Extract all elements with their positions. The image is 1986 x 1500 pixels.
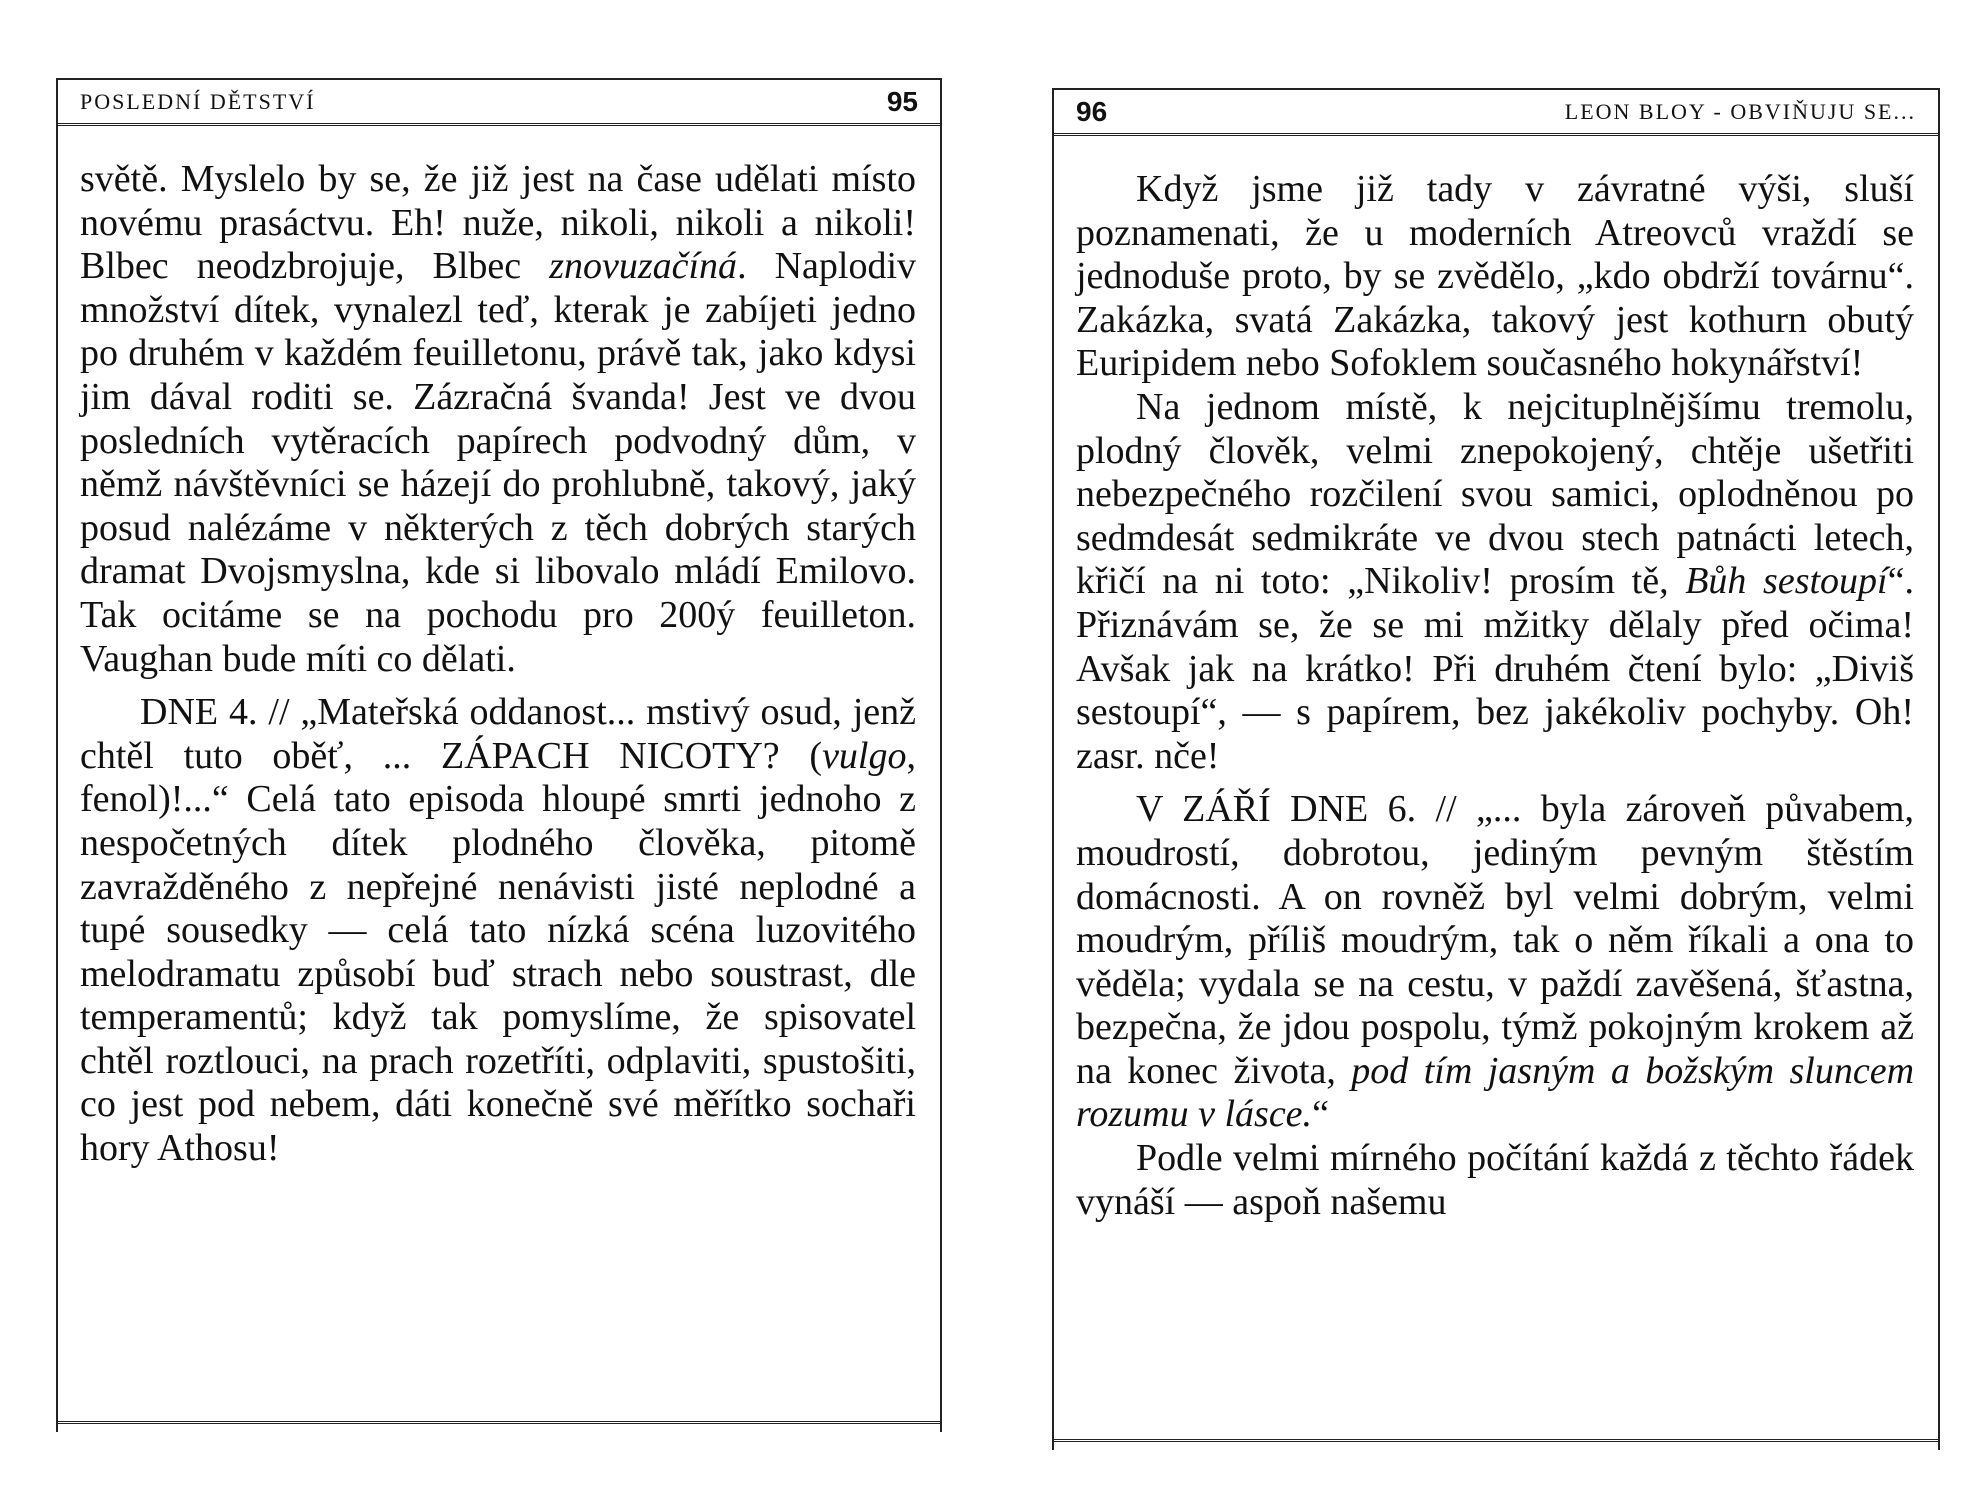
- paragraph-italic: pod tím jasným a božským sluncem rozumu v lásce.: [1076, 1049, 1915, 1136]
- right-page-body: [1076, 168, 1914, 1224]
- right-paragraph-1: [1076, 168, 1914, 386]
- right-running-head: [1054, 88, 1938, 136]
- paragraph-text: . Naplodiv množství dítek, vynalezl teď, kterak je zabíjeti jedno po druhém v každém feuilletonu, právě tak, jako kdysi jim dával roditi se. Zázračná švanda! Jest ve dvou posledních vytěracích papírech podvodný dům, v němž návštěvníci se házejí do prohlubně, takový, jaký posud nalézáme v některých z těch dobrých starých dramat Dvojsmyslna, kde si libovalo mládí Emilovo. Tak ocitáme se na pochodu pro 200ý feuilleton. Vaughan bude míti co dělati.: [80, 245, 916, 680]
- right-paragraph-3: [1076, 788, 1914, 1137]
- right-page-number: 96: [1076, 95, 1108, 127]
- paragraph-text: světě. Myslelo by se, že již jest na čase udělati místo novému prasáctvu. Eh! nuže, nikoli, nikoli a nikoli! Blbec neodzbrojuje, Blbec: [80, 158, 916, 288]
- paragraph-text: V ZÁŘÍ DNE 6. // „... byla zároveň půvabem, moudrostí, dobrotou, jediným pevným štěstím domácnosti. A on rovněž byl velmi dobrým, velmi moudrým, příliš moudrým, tak o něm říkali a ona to věděla; vydala se na cestu, v paždí zavěšená, šťastna, bezpečna, že jdou pospolu, týmž pokojným krokem až na konec života,: [1076, 788, 1914, 1092]
- left-paragraph-2: [80, 691, 916, 1171]
- right-page: [1052, 88, 1940, 1450]
- paragraph-text: “. Přiznávám se, že se mi mžitky dělaly před očima! Avšak jak na krátko! Při druhém čtení bylo: „Diviš sestoupí“, — s papírem, bez jakékoliv pochyby. Oh! zasr. nče!: [1076, 560, 1914, 777]
- paragraph-text: , fenol)!...“ Celá tato episoda hloupé smrti jednoho z nespočetných dítek plodného člověka, pitomě zavražděného z nepřejné nenávisti jisté neplodné a tupé sousedky — celá tato nízká scéna luzovitého melodramatu způsobí buď strach nebo soustrast, dle temperamentů; když tak pomyslíme, že spisovatel chtěl roztlouci, na prach rozetříti, odplaviti, spustošiti, co jest pod nebem, dáti konečně své měřítko sochaři hory Athosu!: [80, 734, 916, 1170]
- right-paragraph-4: [1076, 1137, 1914, 1224]
- left-paragraph-1: [80, 158, 916, 681]
- left-page: [56, 78, 942, 1432]
- left-bottom-rule: [58, 1421, 940, 1432]
- paragraph-text: Podle velmi mírného počítání každá z těchto řádek vynáší — aspoň našemu: [1076, 1137, 1914, 1223]
- right-running-title: LEON BLOY - OBVIŇUJU SE...: [1564, 98, 1916, 124]
- paragraph-text: DNE 4. // „Mateřská oddanost... mstivý osud, jenž chtěl tuto oběť, ... ZÁPACH NICOTY? (: [80, 691, 916, 777]
- paragraph-italic: Bůh sestoupí: [1685, 560, 1888, 603]
- left-page-body: [80, 158, 916, 1171]
- paragraph-text: Na jednom místě, k nejcituplnějšímu tremolu, plodný člověk, velmi znepokojený, chtěje ušetřiti nebezpečného rozčilení svou samici, oplodněnou po sedmdesát sedmikráte ve dvou stech patnácti letech, křičí na ni toto: „Nikoliv! prosím tě,: [1076, 385, 1914, 603]
- paragraph-text: “: [1312, 1093, 1329, 1136]
- left-page-number: 95: [886, 85, 918, 117]
- paragraph-italic: vulgo: [822, 734, 907, 777]
- paragraph-italic: znovuzačíná: [549, 245, 738, 288]
- left-running-head: [58, 78, 940, 126]
- right-paragraph-2: [1076, 386, 1914, 778]
- paragraph-text: Když jsme již tady v závratné výši, sluší poznamenati, že u moderních Atreovců vraždí se jednoduše proto, by se zvědělo, „kdo obdrží továrnu“. Zakázka, svatá Zakázka, takový jest kothurn obutý Euripidem nebo Sofoklem současného hokynářství!: [1076, 168, 1914, 385]
- right-bottom-rule: [1054, 1439, 1938, 1450]
- left-running-title: POSLEDNÍ DĚTSTVÍ: [80, 88, 316, 114]
